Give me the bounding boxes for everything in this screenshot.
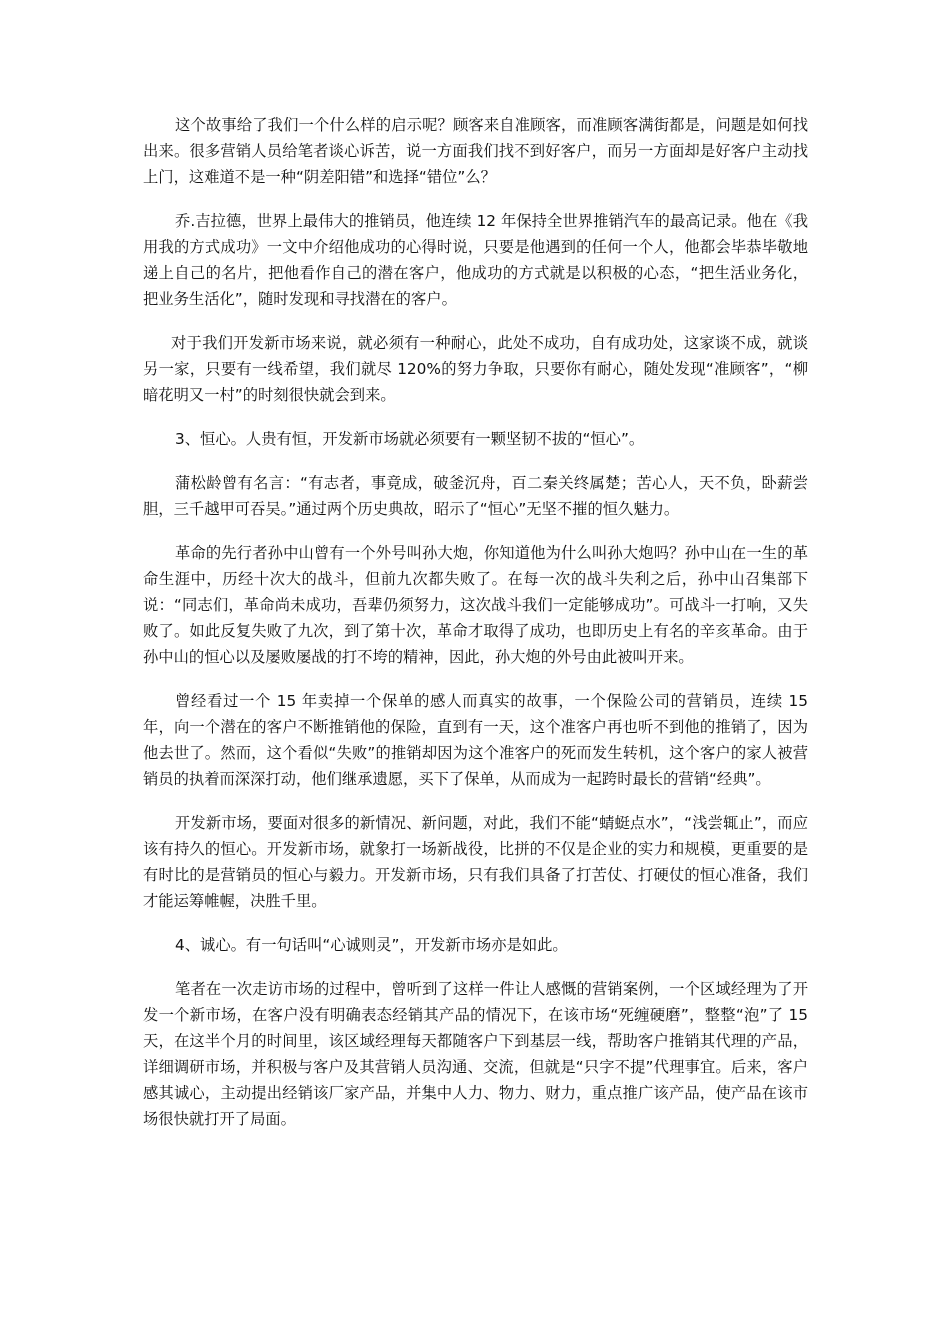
paragraph-1: 这个故事给了我们一个什么样的启示呢？顾客来自准顾客，而准顾客满街都是，问题是如何找出来。很多营销人员给笔者谈心诉苦，说一方面我们找不到好客户，而另一方面却是好客户主动找上门，这难道不是一种“阴差阳错”和选择“错位”么？	[143, 116, 808, 186]
paragraph-8: 开发新市场，要面对很多的新情况、新问题，对此，我们不能“蜻蜓点水”，“浅尝辄止”，而应该有持久的恒心。开发新市场，就象打一场新战役，比拼的不仅是企业的实力和规模，更重要的是有时比的是营销员的恒心与毅力。开发新市场，只有我们具备了打苦仗、打硬仗的恒心准备，我们才能运筹帷幄，决胜千里。	[143, 814, 808, 910]
paragraph-5: 蒲松龄曾有名言：“有志者，事竟成，破釜沉舟，百二秦关终属楚；苦心人，天不负，卧薪尝胆，三千越甲可吞吴。”通过两个历史典故，昭示了“恒心”无坚不摧的恒久魅力。	[143, 474, 808, 518]
document-body	[143, 112, 808, 1150]
paragraph-2: 乔.吉拉德，世界上最伟大的推销员，他连续 12 年保持全世界推销汽车的最高记录。他在《我用我的方式成功》一文中介绍他成功的心得时说，只要是他遇到的任何一个人，他都会毕恭毕敬地递上自己的名片，把他看作自己的潜在客户，他成功的方式就是以积极的心态，“把生活业务化，把业务生活化”，随时发现和寻找潜在的客户。	[143, 212, 808, 308]
paragraph-7: 曾经看过一个 15 年卖掉一个保单的感人而真实的故事，一个保险公司的营销员，连续 15 年，向一个潜在的客户不断推销他的保险，直到有一天，这个准客户再也听不到他的推销了，因为他去世了。然而，这个看似“失败”的推销却因为这个准客户的死而发生转机，这个客户的家人被营销员的执着而深深打动，他们继承遗愿，买下了保单，从而成为一起跨时最长的营销“经典”。	[143, 692, 808, 788]
paragraph-10: 笔者在一次走访市场的过程中，曾听到了这样一件让人感慨的营销案例，一个区域经理为了开发一个新市场，在客户没有明确表态经销其产品的情况下，在该市场“死缠硬磨”，整整“泡”了 15 天，在这半个月的时间里，该区域经理每天都随客户下到基层一线，帮助客户推销其代理的产品，详细调研市场，并积极与客户及其营销人员沟通、交流，但就是“只字不提”代理事宜。后来，客户感其诚心，主动提出经销该厂家产品，并集中人力、物力、财力，重点推广该产品，使产品在该市场很快就打开了局面。	[143, 980, 808, 1128]
section-heading-sincerity: 4、诚心。有一句话叫“心诚则灵”，开发新市场亦是如此。	[175, 936, 568, 954]
paragraph-3: 对于我们开发新市场来说，就必须有一种耐心，此处不成功，自有成功处，这家谈不成，就谈另一家，只要有一线希望，我们就尽 120%的努力争取，只要你有耐心，随处发现“准顾客”，“柳暗花明又一村”的时刻很快就会到来。	[143, 334, 808, 404]
section-heading-perseverance: 3、恒心。人贵有恒，开发新市场就必须要有一颗坚韧不拔的“恒心”。	[175, 430, 645, 448]
paragraph-6: 革命的先行者孙中山曾有一个外号叫孙大炮，你知道他为什么叫孙大炮吗？孙中山在一生的革命生涯中，历经十次大的战斗，但前九次都失败了。在每一次的战斗失利之后，孙中山召集部下说：“同志们，革命尚未成功，吾辈仍须努力，这次战斗我们一定能够成功”。可战斗一打响，又失败了。如此反复失败了九次，到了第十次，革命才取得了成功，也即历史上有名的辛亥革命。由于孙中山的恒心以及屡败屡战的打不垮的精神，因此，孙大炮的外号由此被叫开来。	[143, 544, 808, 666]
